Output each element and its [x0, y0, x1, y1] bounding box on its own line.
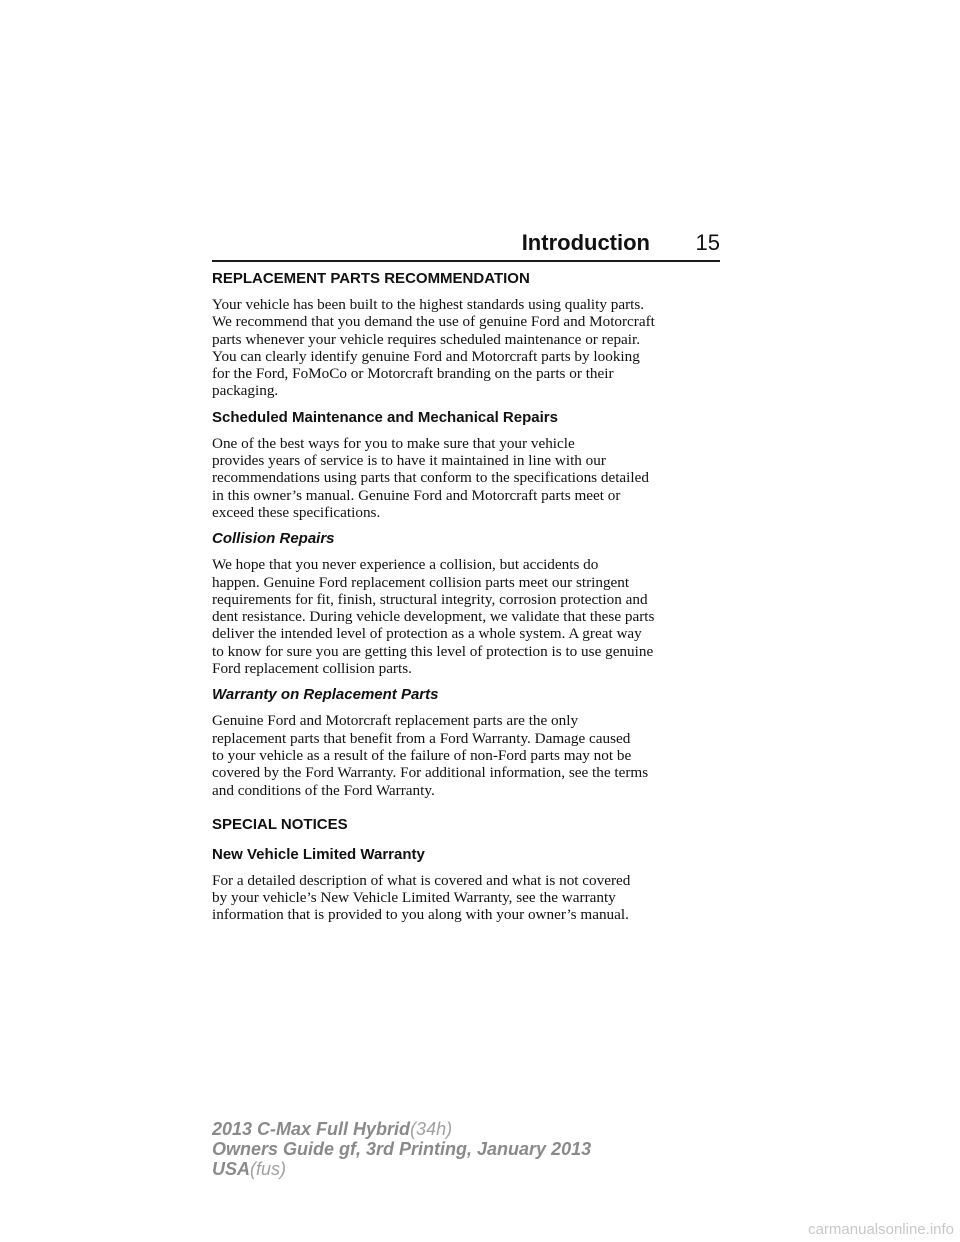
text-line: to know for sure you are getting this level of protection is to use genuine — [212, 642, 654, 660]
text-line: provides years of service is to have it maintained in line with our — [212, 452, 606, 470]
section-heading-collision-repairs: Collision Repairs — [212, 530, 335, 548]
section-heading-warranty-replacement: Warranty on Replacement Parts — [212, 686, 439, 704]
page-header — [212, 228, 720, 262]
text-line: parts whenever your vehicle requires scheduled maintenance or repair. — [212, 330, 641, 348]
page-number: 15 — [695, 230, 720, 255]
text-line: One of the best ways for you to make sure that your vehicle — [212, 434, 575, 452]
section-gap — [212, 808, 724, 816]
paragraph-limited-warranty — [212, 872, 724, 924]
text-line: exceed these specifications. — [212, 503, 381, 521]
text-line: covered by the Ford Warranty. For additional information, see the terms — [212, 764, 649, 782]
text-line: Ford replacement collision parts. — [212, 660, 412, 678]
page-content — [212, 270, 724, 933]
footer-market: USA — [212, 1159, 251, 1179]
text-line: We hope that you never experience a collision, but accidents do — [212, 556, 599, 574]
text-line: recommendations using parts that conform to the specifications detailed — [212, 469, 649, 487]
text-line: by your vehicle’s New Vehicle Limited Warranty, see the warranty — [212, 889, 616, 907]
section-heading-limited-warranty: New Vehicle Limited Warranty — [212, 845, 425, 863]
footer-model-code: (34h) — [410, 1119, 453, 1139]
watermark-text: carmanualsonline.info — [808, 1221, 954, 1238]
paragraph-warranty-replacement — [212, 712, 724, 798]
print-footer — [212, 1119, 591, 1179]
text-line: We recommend that you demand the use of genuine Ford and Motorcraft — [212, 313, 655, 331]
text-line: Genuine Ford and Motorcraft replacement parts are the only — [212, 712, 579, 730]
paragraph-replacement-parts — [212, 296, 724, 400]
footer-line-model — [212, 1119, 591, 1139]
chapter-title: Introduction — [521, 230, 650, 255]
footer-line-market — [212, 1159, 591, 1179]
text-line: deliver the intended level of protection as a whole system. A great way — [212, 625, 642, 643]
text-line: You can clearly identify genuine Ford and Motorcraft parts by looking — [212, 347, 640, 365]
paragraph-scheduled-maintenance — [212, 435, 724, 521]
footer-market-code: (fus) — [250, 1159, 287, 1179]
text-line: For a detailed description of what is covered and what is not covered — [212, 871, 631, 889]
text-line: replacement parts that benefit from a Ford Warranty. Damage caused — [212, 729, 631, 747]
footer-line-printing: Owners Guide gf, 3rd Printing, January 2013 — [212, 1139, 592, 1159]
section-heading-scheduled-maintenance: Scheduled Maintenance and Mechanical Repairs — [212, 408, 558, 426]
section-heading-replacement-parts: REPLACEMENT PARTS RECOMMENDATION — [212, 270, 530, 287]
text-line: packaging. — [212, 382, 279, 400]
footer-model: 2013 C-Max Full Hybrid — [212, 1119, 411, 1139]
text-line: happen. Genuine Ford replacement collision parts meet our stringent — [212, 573, 630, 591]
text-line: and conditions of the Ford Warranty. — [212, 781, 435, 799]
text-line: information that is provided to you along with your owner’s manual. — [212, 906, 629, 924]
text-line: dent resistance. During vehicle development, we validate that these parts — [212, 608, 655, 626]
text-line: for the Ford, FoMoCo or Motorcraft branding on the parts or their — [212, 365, 614, 383]
text-line: in this owner’s manual. Genuine Ford and Motorcraft parts meet or — [212, 486, 621, 504]
text-line: Your vehicle has been built to the highest standards using quality parts. — [212, 296, 645, 313]
text-line: requirements for fit, finish, structural integrity, corrosion protection and — [212, 590, 648, 608]
text-line: to your vehicle as a result of the failure of non-Ford parts may not be — [212, 746, 632, 764]
section-heading-special-notices: SPECIAL NOTICES — [212, 815, 348, 833]
paragraph-collision-repairs — [212, 556, 724, 677]
